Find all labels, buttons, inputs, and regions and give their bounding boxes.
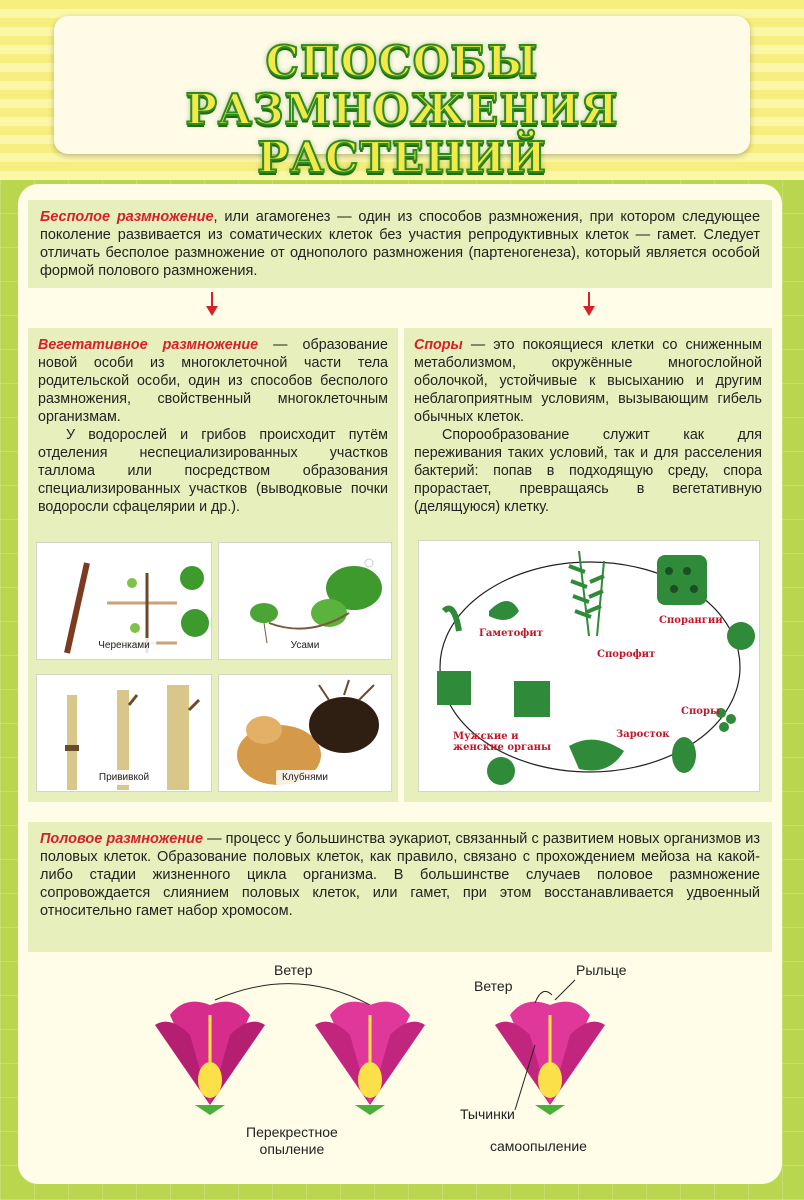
flower-1 [155,1002,265,1115]
asexual-term: Бесполое размножение [40,209,214,225]
title-panel [54,16,750,182]
cycle-organs-line-2: женские органы [453,742,551,753]
pollination-illustration [150,975,620,1115]
asexual-text: , или агамогенез — один из способов размножения, при котором следующее поколение развивается из соматических клеток без участия репродуктивных клеток — гамет. Следует отличать бесполое размножение от однополого размножения (партеногенеза), который является особой формой полового размножения. [40,209,761,279]
spores-term: Споры [414,337,463,353]
cycle-sporophyte-label: Спорофит [597,649,656,660]
vegetative-term: Вегетативное размножение [38,337,259,353]
tubers-label: Клубнями [276,770,334,785]
vegetative-text-1: — образование новой особи из многоклеточной части тела родительской особи, один из способов бесполого размножения, свойственный многоклеточным организмам. [38,337,388,425]
title-line-2: РАСТЕНИЙ [257,133,547,182]
self-pollination-label: самоопыление [490,1138,587,1154]
page-title [54,38,750,182]
cycle-sporangia-label: Спорангии [659,615,723,626]
photo-tubers [218,674,392,792]
vegetative-box [28,328,398,528]
wind-left-label: Ветер [274,962,313,978]
photo-runners [218,542,392,660]
sexual-term: Половое размножение [40,831,204,847]
flower-2 [315,1002,425,1115]
photo-cuttings [36,542,212,660]
cycle-prothallus-label: Заросток [616,729,670,740]
asexual-box [28,200,772,288]
cuttings-label: Черенками [92,638,156,653]
fern-cycle-illustration [419,541,761,793]
cross-pollination-label [246,1124,338,1158]
cross-pollination-line-1: Перекрестное [246,1124,338,1140]
sexual-text: — процесс у большинства эукариот, связанный с развитием новых организмов из половых клеток. Образование половых клеток, как правило, связано с прохождением мейоза на какой-либо стадии жизненного цикла организма. В большинстве случаев половое размножение сопровождается слиянием половых клеток, или гамет, при этом восстанавливается удвоенный относительно гамет набор хромосом. [40,831,760,919]
spores-text-2: Спорообразование служит как для переживания таких условий, так и для расселения бактерий: попав в подходящую среду, спора прорастает, превращаясь в вегетативную (делящуюся) клетку. [414,427,762,515]
stigma-label: Рыльце [576,962,627,978]
vegetative-text-2: У водорослей и грибов происходит путём отделения неспециализированных участков таллома или посредством образования специализированных участков (выводковые почки водоросли сфацелярии и др.). [38,427,388,515]
cycle-spores-label: Споры [681,706,720,717]
stamens-label: Тычинки [460,1106,515,1122]
photo-grafting [36,674,212,792]
flower-3 [495,980,605,1115]
sexual-box [28,822,772,952]
title-line-1: СПОСОБЫ РАЗМНОЖЕНИЯ [185,37,619,134]
spores-box [404,328,772,528]
grafting-label: Прививкой [93,770,155,785]
cycle-organs-label [453,731,551,753]
wind-right-label: Ветер [474,978,513,994]
spores-text-1: — это покоящиеся клетки со сниженным метаболизмом, окружённые многослойной оболочкой, устойчивые к высыханию и другим неблагоприятным условиям, вызывающим гибель обычных клеток. [414,337,762,425]
cycle-organs-line-1: Мужские и [453,731,519,742]
cycle-gametophyte-label: Гаметофит [479,628,543,639]
fern-life-cycle [418,540,760,792]
cross-pollination-line-2: опыление [259,1141,325,1157]
runners-label: Усами [285,638,326,653]
